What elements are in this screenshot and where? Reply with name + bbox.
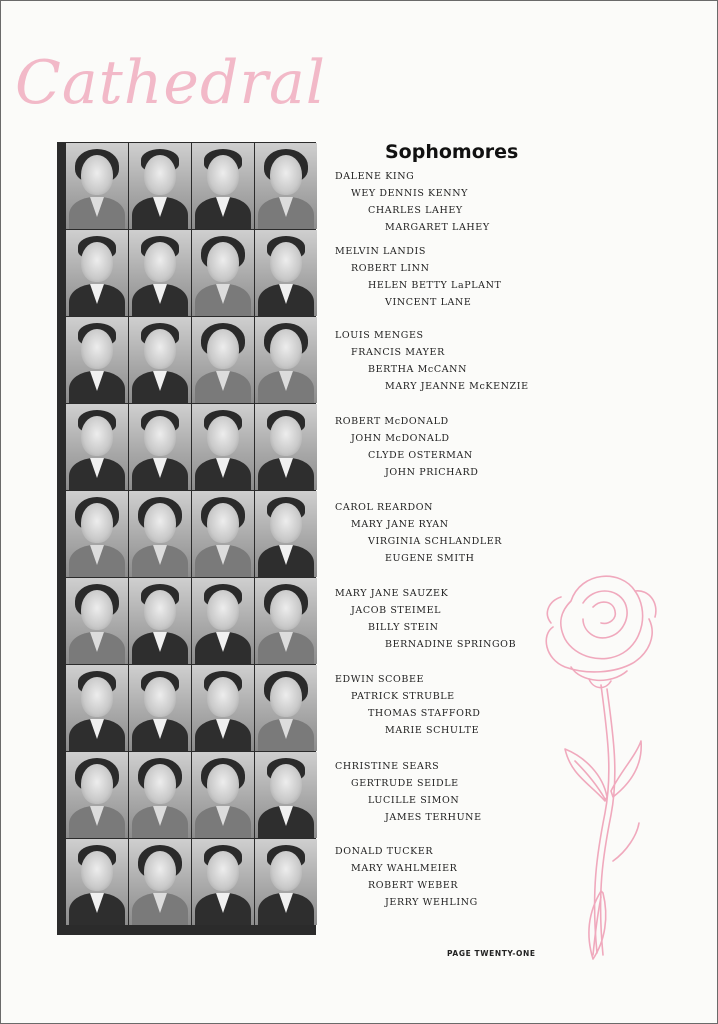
student-portrait [129,578,191,664]
rose-icon [531,561,671,971]
student-name: DONALD TUCKER [335,846,434,857]
student-portrait [255,143,317,229]
student-portrait [255,404,317,490]
student-portrait [192,317,254,403]
student-portrait [129,143,191,229]
student-name: JACOB STEIMEL [351,605,442,616]
student-portrait [255,665,317,751]
student-portrait [129,317,191,403]
student-name: LUCILLE SIMON [368,795,460,806]
student-portrait [192,491,254,577]
section-title: Sophomores [385,141,519,163]
student-name: FRANCIS MAYER [351,347,445,358]
portrait-grid [57,142,316,935]
student-name: MARY WAHLMEIER [351,863,458,874]
student-name: JERRY WEHLING [385,897,478,908]
student-name: GERTRUDE SEIDLE [351,778,459,789]
student-portrait [129,752,191,838]
student-portrait [66,578,128,664]
student-name: BERNADINE SPRINGOB [385,639,517,650]
student-portrait [255,491,317,577]
student-name: ROBERT WEBER [368,880,459,891]
student-name: VINCENT LANE [385,297,472,308]
name-group [335,171,595,241]
student-name: CLYDE OSTERMAN [368,450,473,461]
student-name: CHARLES LAHEY [368,205,463,216]
student-portrait [66,317,128,403]
student-name: EUGENE SMITH [385,553,475,564]
student-name: MARIE SCHULTE [385,725,480,736]
student-name: JOHN McDONALD [351,433,450,444]
student-portrait [66,491,128,577]
student-portrait [255,839,317,925]
student-portrait [255,230,317,316]
student-name: THOMAS STAFFORD [368,708,481,719]
student-portrait [255,578,317,664]
student-portrait [192,752,254,838]
student-portrait [66,143,128,229]
student-portrait [192,839,254,925]
student-name: VIRGINIA SCHLANDLER [368,536,503,547]
student-name: MARGARET LAHEY [385,222,490,233]
student-name: DALENE KING [335,171,415,182]
student-portrait [66,230,128,316]
student-name: CAROL REARDON [335,502,434,513]
student-portrait [129,665,191,751]
student-portrait [66,839,128,925]
student-portrait [192,665,254,751]
student-name: MARY JEANNE McKENZIE [385,381,529,392]
student-name: MARY JANE SAUZEK [335,588,449,599]
student-name: JOHN PRICHARD [385,467,479,478]
student-portrait [129,839,191,925]
student-portrait [66,752,128,838]
student-name: EDWIN SCOBEE [335,674,425,685]
student-portrait [255,752,317,838]
student-name: CHRISTINE SEARS [335,761,440,772]
student-name: LOUIS MENGES [335,330,424,341]
name-group [335,416,595,486]
page-number: PAGE TWENTY-ONE [447,949,536,958]
student-portrait [192,143,254,229]
name-group [335,246,595,316]
student-portrait [192,578,254,664]
student-name: ROBERT LINN [351,263,430,274]
student-name: WEY DENNIS KENNY [351,188,468,199]
student-name: MELVIN LANDIS [335,246,426,257]
student-portrait [129,404,191,490]
student-name: PATRICK STRUBLE [351,691,455,702]
student-name: BERTHA McCANN [368,364,468,375]
student-portrait [192,230,254,316]
name-group [335,330,595,400]
student-name: HELEN BETTY LaPLANT [368,280,502,291]
student-portrait [192,404,254,490]
student-name: MARY JANE RYAN [351,519,449,530]
student-portrait [66,665,128,751]
student-portrait [255,317,317,403]
student-name: JAMES TERHUNE [385,812,482,823]
student-portrait [129,230,191,316]
student-portrait [129,491,191,577]
student-name: ROBERT McDONALD [335,416,449,427]
student-name: BILLY STEIN [368,622,439,633]
yearbook-title: Cathedral [15,48,326,118]
student-portrait [66,404,128,490]
